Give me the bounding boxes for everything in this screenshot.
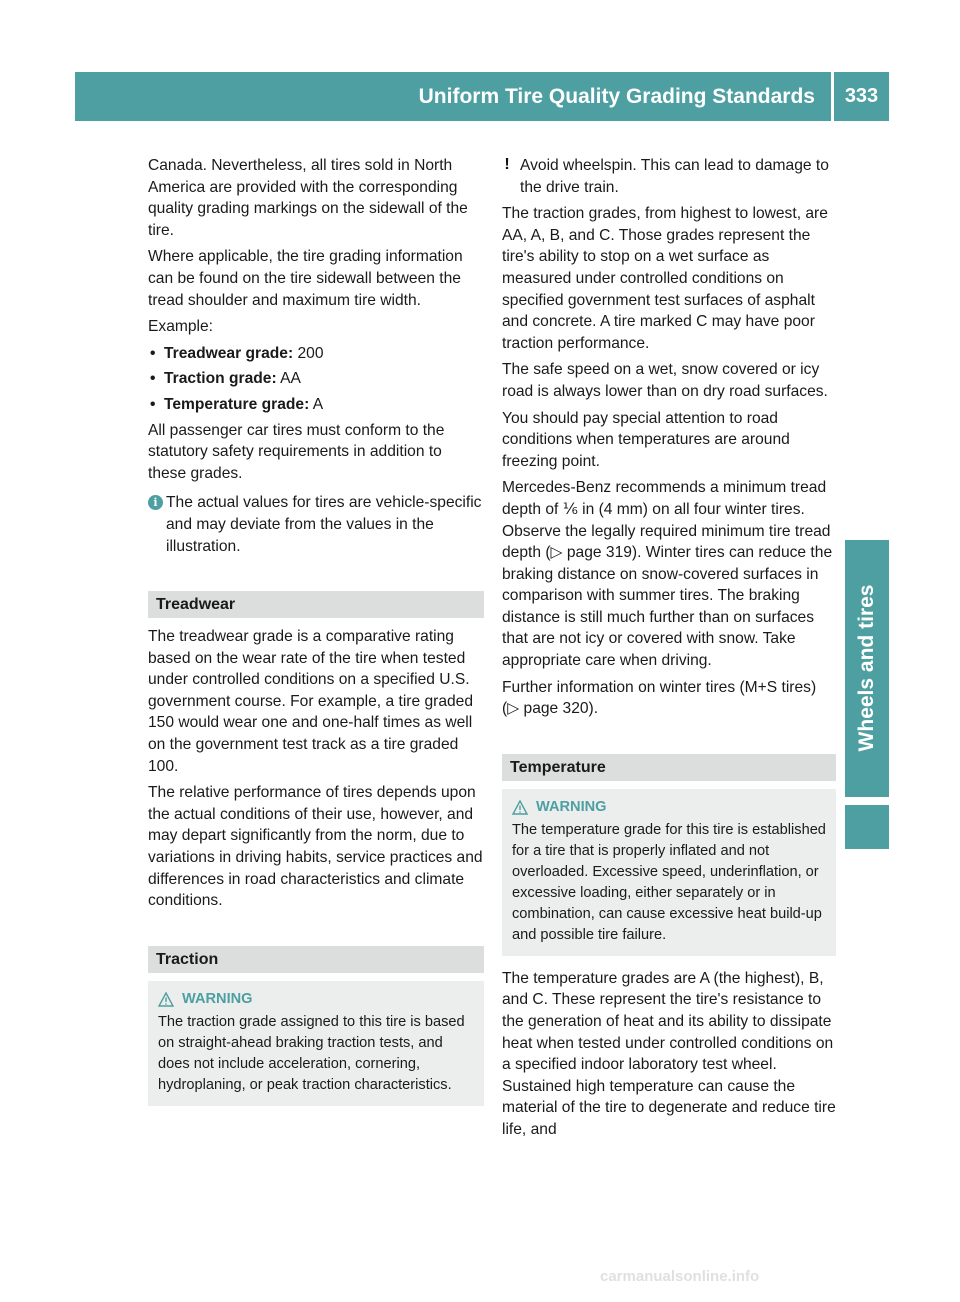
page-number: 333 [844,85,879,107]
caution-icon: ! [504,156,510,173]
paragraph: The relative performance of tires depends upon the actual conditions of their use, however, and may depart significantly from the norm, due to variations in driving habits, service practices and differences in road characteristics and climate conditions. [148,784,483,910]
warning-text: The traction grade assigned to this tire is based on straight-ahead braking traction tests, and does not include acceleration, cornering, hydroplaning, or peak traction characteristics. [158,1013,465,1093]
section-heading-traction: Traction [148,946,484,973]
list-item: • Traction grade: AA [150,370,301,388]
left-column [148,155,484,1118]
caution-note-text: Avoid wheelspin. This can lead to damage to the drive train. [520,157,829,196]
chapter-tab-label: Wheels and tires [855,584,878,752]
paragraph: The treadwear grade is a comparative rating based on the wear rate of the tire when tested under controlled conditions on a specified U.S. government course. For example, a tire graded 150 would wear one and one-half times as well on the government test track as a tire graded 100. [148,628,474,775]
caution-note [502,155,836,198]
paragraph: All passenger car tires must conform to the statutory safety requirements in addition to these grades. [148,421,445,482]
list-item: • Temperature grade: A [150,395,324,413]
paragraph: Further information on winter tires (M+S tires) (▷ page 320). [502,678,817,718]
paragraph: Canada. Nevertheless, all tires sold in North America are provided with the corresponding quality grading markings on the sidewall of the tire. [148,157,468,239]
warning-text: The temperature grade for this tire is established for a tire that is properly inflated and not overloaded. Excessive speed, underinflation, or excessive loading, either separately or in combination, can cause excessive heat build-up and possible tire failure. [512,821,826,943]
info-icon: i [148,495,163,510]
chapter-tab-marker [845,805,889,849]
right-column [502,155,836,1146]
example-list [148,343,484,416]
paragraph: You should pay special attention to road conditions when temperatures are around freezing point. [502,409,790,470]
footer-watermark: carmanualsonline.info [600,1268,760,1285]
paragraph: The safe speed on a wet, snow covered or icy road is always lower than on dry road surfaces. [502,361,828,400]
paragraph: The temperature grades are A (the highest), B, and C. These represent the tire's resistance to the generation of heat and its ability to dissipate heat when tested under controlled conditions on a specified indoor laboratory test wheel. Sustained high temperature can cause the material of the tire to degenerate and reduce tire life, and [502,969,836,1138]
warning-label: WARNING [182,990,253,1007]
warning-triangle-icon [512,800,528,815]
page-title: Uniform Tire Quality Grading Standards [418,84,815,108]
section-heading-temperature: Temperature [502,754,836,781]
info-note-text: The actual values for tires are vehicle-specific and may deviate from the values in the illustration. [166,494,482,555]
paragraph: The traction grades, from highest to lowest, are AA, A, B, and C. Those grades represent the tire's ability to stop on a wet surface as measured under controlled conditions on specified government test surfaces of asphalt and concrete. A tire marked C may have poor traction performance. [502,205,828,352]
paragraph: Example: [148,318,214,336]
warning-box-temperature [502,789,836,956]
paragraph: Where applicable, the tire grading information can be found on the tire sidewall between the tread shoulder and maximum tire width. [148,248,463,309]
list-item: • Treadwear grade: 200 [150,344,324,362]
warning-triangle-icon [158,992,174,1007]
info-note [148,492,484,557]
warning-box-traction [148,981,484,1106]
paragraph: Mercedes-Benz recommends a minimum tread depth of ⅙ in (4 mm) on all four winter tires. Observe the legally required minimum tire tread depth (▷ page 319). Winter tires can reduce the braking distance on snow-covered surfaces in comparison with summer tires. The braking distance is still much further than on surfaces that are not icy or covered with snow. Take appropriate care when driving. [502,479,833,670]
section-heading-treadwear: Treadwear [148,591,484,618]
warning-label: WARNING [536,798,607,815]
